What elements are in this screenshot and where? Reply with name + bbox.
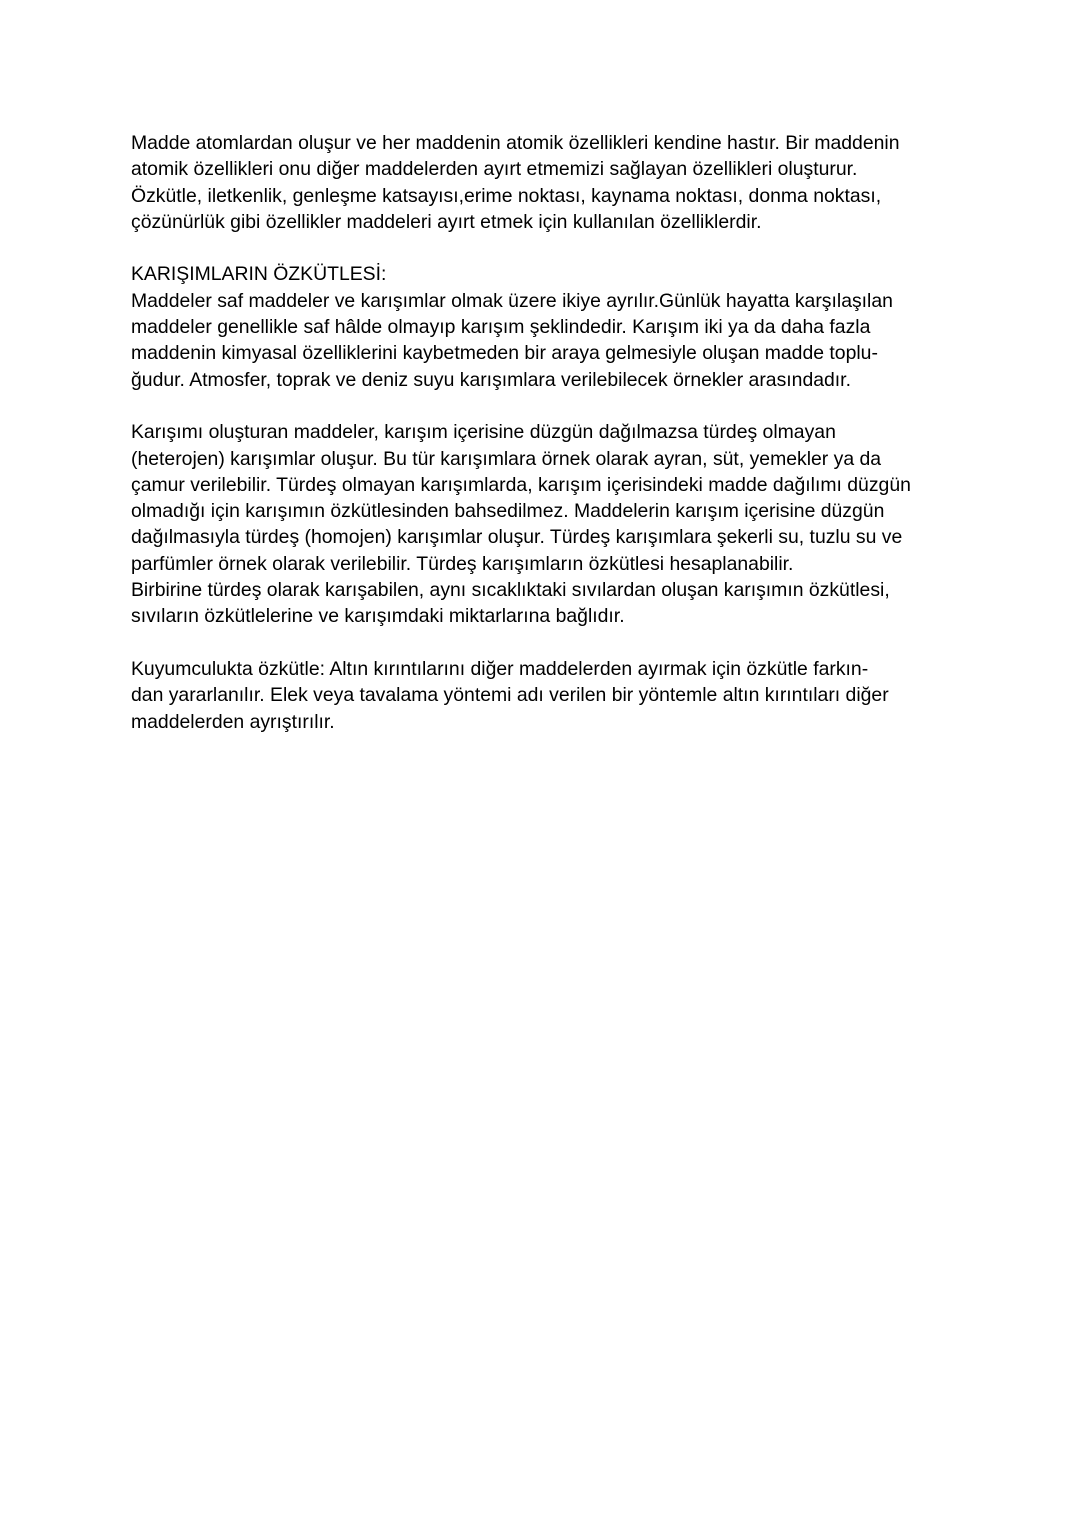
text-line: çamur verilebilir. Türdeş olmayan karışımlarda, karışım içerisindeki madde dağılımı düzgün bbox=[131, 473, 911, 496]
text-line: olmadığı için karışımın özkütlesinden bahsedilmez. Maddelerin karışım içerisine düzgün bbox=[131, 500, 885, 523]
paragraph-mixtures-density bbox=[131, 261, 961, 392]
text-line: Madde atomlardan oluşur ve her maddenin atomik özellikleri kendine hastır. Bir maddenin bbox=[131, 132, 900, 154]
text-line: (heterojen) karışımlar oluşur. Bu tür karışımlara örnek olarak ayran, süt, yemekler ya da bbox=[131, 447, 882, 470]
document-page bbox=[131, 130, 961, 761]
text-line: maddelerden ayrıştırılır. bbox=[131, 710, 335, 733]
text-line: maddenin kimyasal özelliklerini kaybetmeden bir araya gelmesiyle oluşan madde toplu- bbox=[131, 342, 878, 365]
text-line: Karışımı oluşturan maddeler, karışım içerisine düzgün dağılmazsa türdeş olmayan bbox=[131, 421, 836, 444]
text-line: Birbirine türdeş olarak karışabilen, aynı sıcaklıktaki sıvılardan oluşan karışımın özkütlesi, bbox=[131, 579, 890, 602]
text-line: atomik özellikleri onu diğer maddelerden ayırt etmemizi sağlayan özellikleri oluşturur. bbox=[131, 158, 858, 181]
text-line: Özkütle, iletkenlik, genleşme katsayısı,erime noktası, kaynama noktası, donma noktası, bbox=[131, 184, 882, 207]
text-line: Maddeler saf maddeler ve karışımlar olmak üzere ikiye ayrılır.Günlük hayatta karşılaşılan bbox=[131, 289, 893, 312]
text-line: parfümler örnek olarak verilebilir. Türdeş karışımların özkütlesi hesaplanabilir. bbox=[131, 552, 794, 575]
text-line: dağılmasıyla türdeş (homojen) karışımlar oluşur. Türdeş karışımlara şekerli su, tuzlu su ve bbox=[131, 526, 903, 549]
section-heading: KARIŞIMLARIN ÖZKÜTLESİ: bbox=[131, 263, 387, 286]
text-line: ğudur. Atmosfer, toprak ve deniz suyu karışımlara verilebilecek örnekler arasındadır. bbox=[131, 368, 851, 391]
paragraph-intro bbox=[131, 130, 961, 235]
paragraph-heterogeneous-homogeneous bbox=[131, 419, 961, 629]
paragraph-jewelry bbox=[131, 656, 961, 735]
text-line: maddeler genellikle saf hâlde olmayıp karışım şeklindedir. Karışım iki ya da daha fazla bbox=[131, 316, 871, 339]
text-line: dan yararlanılır. Elek veya tavalama yöntemi adı verilen bir yöntemle altın kırıntıları diğer bbox=[131, 684, 889, 707]
text-line: Kuyumculukta özkütle: Altın kırıntılarını diğer maddelerden ayırmak için özkütle farkın- bbox=[131, 657, 869, 680]
text-line: çözünürlük gibi özellikler maddeleri ayırt etmek için kullanılan özelliklerdir. bbox=[131, 210, 762, 233]
text-line: sıvıların özkütlelerine ve karışımdaki miktarlarına bağlıdır. bbox=[131, 605, 625, 628]
